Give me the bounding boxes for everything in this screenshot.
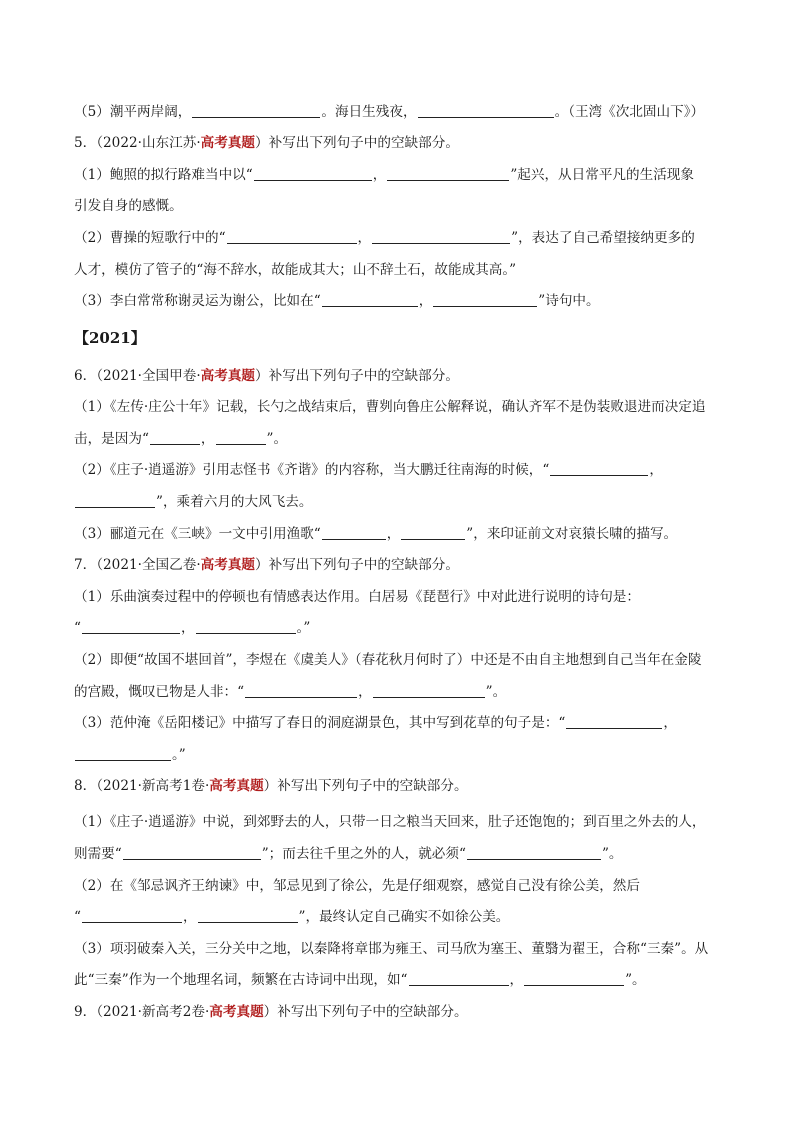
answer-blank[interactable] [216,432,266,445]
answer-blank[interactable] [418,105,554,118]
question-8-2: （2）在《邹忌讽齐王纳谏》中，邹忌见到了徐公，先是仔细观察，感觉自己没有徐公美，然后 [74,878,640,894]
gaokao-tag: 高考真题 [209,1004,264,1020]
question-5-2: （2）曹操的短歌行中的“ ， ”，表达了自己希望接纳更多的 [74,230,695,246]
year-heading-2021: 【2021】 [74,329,146,347]
answer-blank[interactable] [82,910,182,923]
answer-blank[interactable] [245,685,357,698]
question-5-1: （1）鲍照的拟行路难当中以“ ， ”起兴，从日常平凡的生活现象 [74,167,694,183]
text: 。海日生残夜， [321,104,417,120]
question-8-2-cont: “ ， ”，最终认定自己确实不如徐公美。 [74,909,510,925]
answer-blank[interactable] [524,973,624,986]
answer-blank[interactable] [123,847,261,860]
answer-blank[interactable] [566,716,662,729]
question-8-1-cont: 则需要“ ”；而去往千里之外的人，就必须“ ”。 [74,846,623,862]
question-7-header: 7．（2021·全国乙卷·高考真题）补写出下列句子中的空缺部分。 [74,557,459,573]
answer-blank[interactable] [550,463,648,476]
gaokao-tag: 高考真题 [200,135,256,151]
question-8-header: 8．（2021·新高考1卷·高考真题）补写出下列句子中的空缺部分。 [74,778,468,794]
question-6-1: （1）《左传·庄公十年》记载，长勺之战结束后，曹刿向鲁庄公解释说，确认齐军不是伪装败退进而决定追 [74,399,706,415]
text: （5）潮平两岸阔， [74,104,192,120]
answer-blank[interactable] [322,527,386,540]
answer-blank[interactable] [467,847,601,860]
answer-blank[interactable] [322,294,418,307]
question-7-2-cont: 的宫殿，慨叹已物是人非：“ ， ”。 [74,684,507,700]
answer-blank[interactable] [227,231,357,244]
answer-blank[interactable] [192,105,320,118]
answer-blank[interactable] [196,621,296,634]
gaokao-tag: 高考真题 [209,778,264,794]
question-5-1-cont: 引发自身的感慨。 [74,198,183,214]
answer-blank[interactable] [82,621,180,634]
text: 。（王湾《次北固山下》） [554,104,705,120]
answer-blank[interactable] [387,168,509,181]
item-5-5 [74,103,722,121]
question-5-3: （3）李白常常称谢灵运为谢公，比如在“ ， ”诗句中。 [74,293,600,309]
question-7-2: （2）即便“故国不堪回首”，李煜在《虞美人》（春花秋月何时了）中还是不由自主地想到自己当年在金陵 [74,652,702,668]
answer-blank[interactable] [75,748,171,761]
answer-blank[interactable] [373,685,485,698]
gaokao-tag: 高考真题 [200,557,256,573]
question-7-1: （1）乐曲演奏过程中的停顿也有情感表达作用。白居易《琵琶行》中对此进行说明的诗句是： [74,589,640,605]
question-5-2-cont: 人才，模仿了管子的“海不辞水，故能成其大；山不辞土石，故能成其高。” [74,262,517,278]
gaokao-tag: 高考真题 [200,368,256,384]
question-6-header: 6．（2021·全国甲卷·高考真题）补写出下列句子中的空缺部分。 [74,368,459,384]
question-8-3-cont: 此“三秦”作为一个地理名词，频繁在古诗词中出现，如“ ， ”。 [74,972,646,988]
answer-blank[interactable] [409,973,509,986]
question-7-1-cont: “ ， 。” [74,620,311,636]
answer-blank[interactable] [254,168,372,181]
question-9-header: 9．（2021·新高考2卷·高考真题）补写出下列句子中的空缺部分。 [74,1004,468,1020]
text: 5．（2022·山东江苏· [74,135,201,151]
question-6-1-cont: 击，是因为“ ， ”。 [74,431,288,447]
answer-blank[interactable] [150,432,200,445]
answer-blank[interactable] [372,231,510,244]
answer-blank[interactable] [198,910,298,923]
question-6-3: （3）郦道元在《三峡》一文中引用渔歌“ ， ”，来印证前文对哀猿长啸的描写。 [74,526,678,542]
answer-blank[interactable] [75,495,155,508]
question-7-3: （3）范仲淹《岳阳楼记》中描写了春日的洞庭湖景色，其中写到花草的句子是：“ ， [74,715,677,731]
question-8-1: （1）《庄子·逍遥游》中说，到郊野去的人，只带一日之粮当天回来，肚子还饱饱的；到百里之外去的人， [74,814,706,830]
question-8-3: （3）项羽破秦入关，三分关中之地，以秦降将章邯为雍王、司马欣为塞王、董翳为翟王，合称“三秦”。从 [74,941,709,957]
answer-blank[interactable] [401,527,465,540]
question-6-2-cont: ”，乘着六月的大风飞去。 [74,493,722,511]
question-5-header [74,134,722,152]
question-6-2: （2）《庄子·逍遥游》引用志怪书《齐谐》的内容称，当大鹏迁往南海的时候，“ ， [74,462,663,478]
answer-blank[interactable] [433,294,537,307]
question-7-3-cont: 。” [74,746,722,764]
text: ）补写出下列句子中的空缺部分。 [255,135,459,151]
